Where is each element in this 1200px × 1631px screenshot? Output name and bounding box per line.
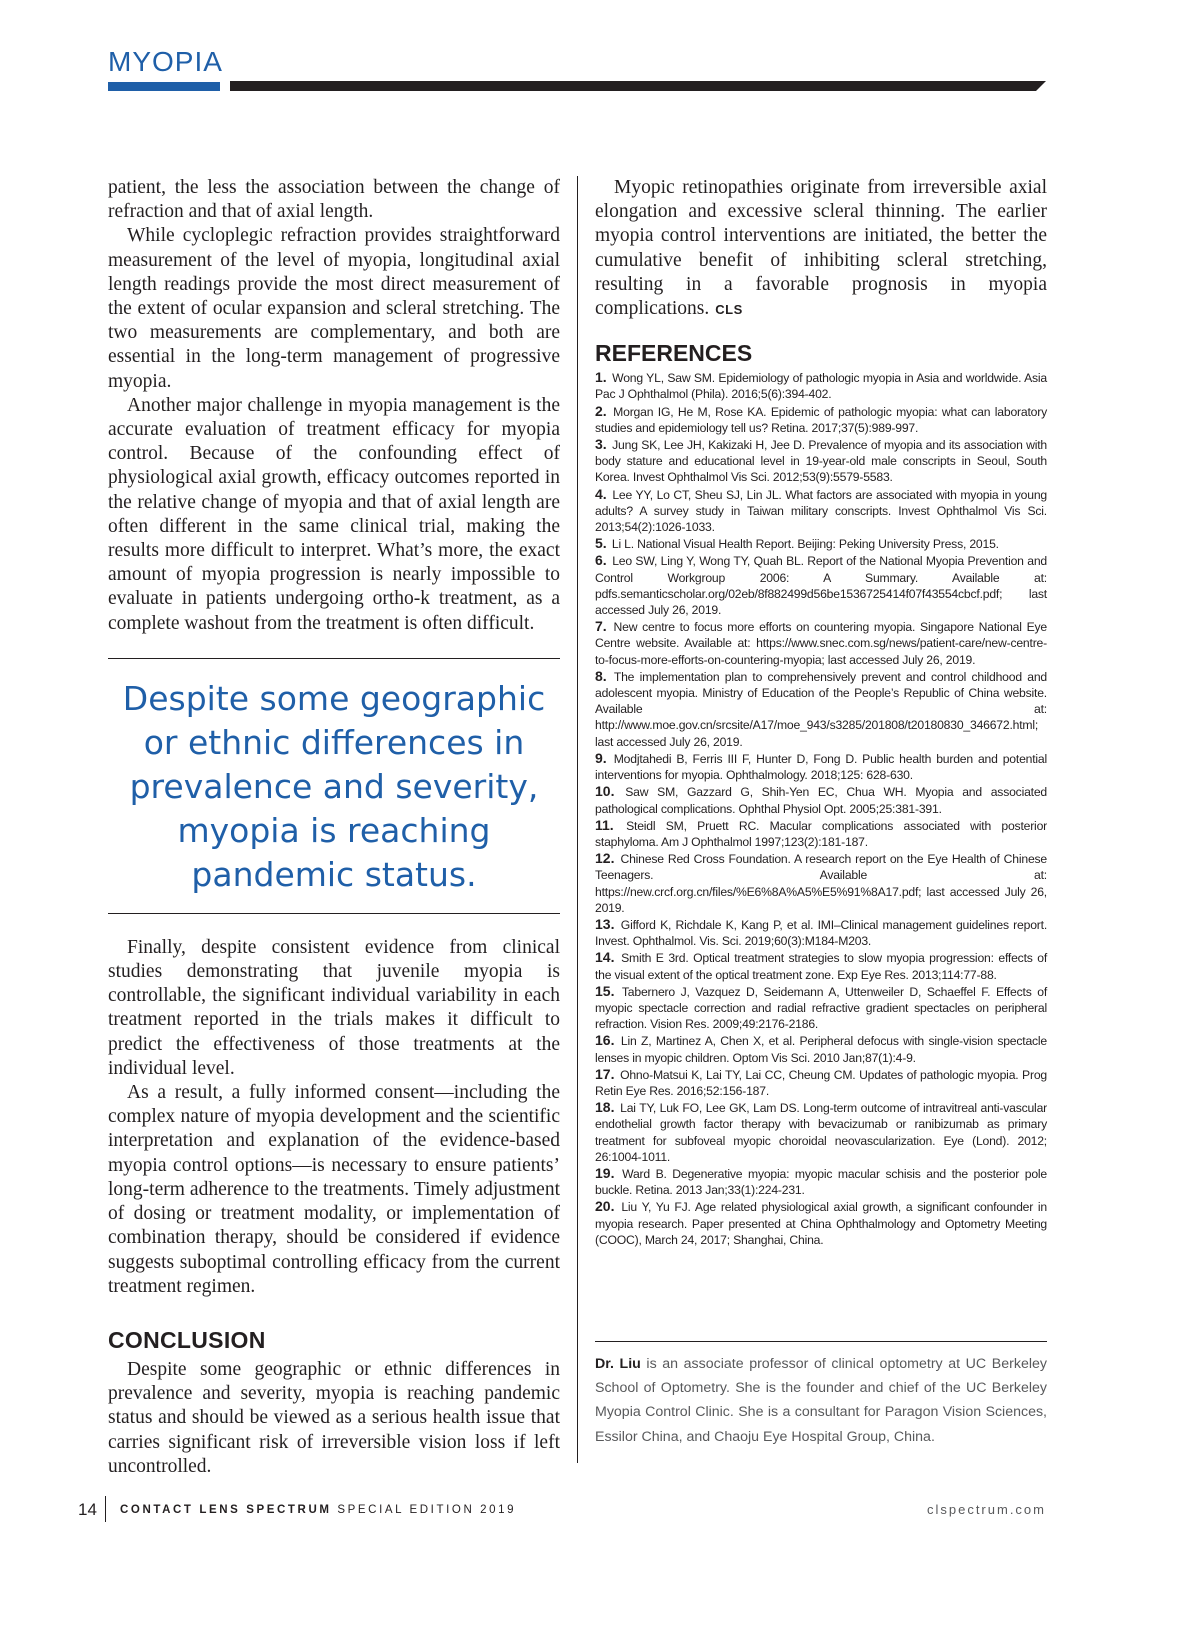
reference-number: 13. bbox=[595, 915, 615, 932]
reference-item bbox=[595, 1032, 1047, 1065]
bio-paragraph bbox=[595, 1352, 1047, 1449]
reference-text: Li L. National Visual Health Report. Beijing: Peking University Press, 2015. bbox=[611, 537, 999, 552]
reference-text: New centre to focus more efforts on countering myopia. Singapore National Eye Centre website. Available at: https://www.snec.com.sg/news/patient-care/new-centre-to-focus-more-efforts-on-countering-myopia; last accessed July 26, 2019. bbox=[595, 620, 1047, 667]
bio-text: is an associate professor of clinical optometry at UC Berkeley School of Optometry. She is the founder and chief of the UC Berkeley Myopia Control Clinic. She is a consultant for Paragon Vision Sciences, Essilor China, and Chaoju Eye Hospital Group, China. bbox=[595, 1356, 1047, 1445]
reference-item bbox=[595, 403, 1047, 436]
right-column bbox=[595, 176, 1047, 1248]
reference-text: Modjtahedi B, Ferris III F, Hunter D, Fong D. Public health burden and potential interventions for myopia. Ophthalmology. 2018;125: 628-630. bbox=[595, 751, 1048, 783]
header-accent-rule bbox=[108, 82, 220, 91]
conclusion-heading: CONCLUSION bbox=[108, 1326, 266, 1353]
reference-item bbox=[595, 668, 1047, 750]
reference-item bbox=[595, 535, 1047, 552]
reference-item bbox=[595, 983, 1047, 1033]
reference-number: 14. bbox=[595, 949, 615, 966]
bio-name: Dr. Liu bbox=[595, 1356, 641, 1372]
reference-text: Ward B. Degenerative myopia: myopic macular schisis and the posterior pole buckle. Retina. 2013 Jan;33(1):224-231. bbox=[595, 1166, 1048, 1198]
reference-number: 6. bbox=[595, 552, 607, 569]
reference-text: Tabernero J, Vazquez D, Seidemann A, Uttenweiler D, Schaeffel F. Effects of myopic spectacle correction and radial refractive gradient spectacles on peripheral refraction. Vision Res. 2009;49:2176-2186. bbox=[595, 984, 1048, 1032]
reference-text: Lee YY, Lo CT, Sheu SJ, Lin JL. What factors are associated with myopia in young adults? A survey study in Taiwan military conscripts. Invest Ophthalmol Vis Sci. 2013;54(2):1026-1033. bbox=[595, 487, 1047, 535]
reference-number: 7. bbox=[595, 618, 607, 635]
reference-item bbox=[595, 949, 1047, 982]
reference-item bbox=[595, 1099, 1047, 1165]
reference-item bbox=[595, 817, 1047, 850]
body-paragraph: As a result, a fully informed consent—including the complex nature of myopia development and the scientific interpretation and explanation of the evidence-based myopia control options—is necessary to ensure patients’ long-term adherence to the treatments. Timely adjustment of dosing or treatment modality, or implementation of combination therapy, should be considered if evidence suggests suboptimal controlling efficacy from the current treatment regimen. bbox=[108, 1082, 560, 1297]
left-column bbox=[108, 176, 560, 1479]
reference-text: Chinese Red Cross Foundation. A research report on the Eye Health of Chinese Teenagers. Available at: https://new.crcf.org.cn/files/%E6%8A%A5%E5%91%8A17.pdf; last accessed July 26, 2019. bbox=[595, 852, 1047, 915]
reference-text: Morgan IG, He M, Rose KA. Epidemic of pathologic myopia: what can laboratory studies and epidemiology tell us? Retina. 2017;37(5):989-997. bbox=[595, 404, 1047, 435]
reference-number: 12. bbox=[595, 850, 615, 867]
footer-url: clspectrum.com bbox=[926, 1502, 1046, 1517]
reference-item bbox=[595, 552, 1047, 618]
header-rule bbox=[230, 81, 1046, 91]
page-number: 14 bbox=[78, 1500, 97, 1519]
reference-number: 1. bbox=[595, 369, 607, 386]
reference-number: 11. bbox=[595, 816, 614, 833]
reference-item bbox=[595, 618, 1047, 668]
reference-item bbox=[595, 436, 1047, 486]
reference-text: Ohno-Matsui K, Lai TY, Lai CC, Cheung CM. Updates of pathologic myopia. Prog Retin Eye Res. 2016;52:156-187. bbox=[595, 1067, 1047, 1098]
reference-list bbox=[595, 369, 1047, 1248]
reference-text: Saw SM, Gazzard G, Shih-Yen EC, Chua WH. Myopia and associated pathological complications. Ophthal Physiol Opt. 2005;25:381-391. bbox=[595, 785, 1047, 816]
reference-item bbox=[595, 369, 1047, 402]
reference-text: Lin Z, Martinez A, Chen X, et al. Peripheral defocus with single-vision spectacle lenses in myopic children. Optom Vis Sci. 2010 Jan;87(1):4-9. bbox=[595, 1034, 1048, 1065]
body-paragraph: patient, the less the association between the change of refraction and that of axial length. bbox=[108, 177, 560, 223]
reference-item bbox=[595, 1165, 1047, 1198]
reference-number: 2. bbox=[595, 402, 607, 419]
reference-number: 10. bbox=[595, 783, 615, 800]
reference-text: Steidl SM, Pruett RC. Macular complications associated with posterior staphyloma. Am J Ophthalmol 1997;123(2):181-187. bbox=[595, 818, 1048, 849]
pull-quote: Despite some geographic or ethnic differences in prevalence and severity, myopia is reaching pandemic status. bbox=[108, 658, 560, 914]
body-paragraph bbox=[595, 176, 1047, 322]
reference-text: Lai TY, Luk FO, Lee GK, Lam DS. Long-term outcome of intravitreal anti-vascular endothelial growth factor therapy with bevacizumab or ranibizumab as primary treatment for subfoveal myopic choroidal neovascularization. Eye (Lond). 2012; 26:1004-1011. bbox=[595, 1101, 1048, 1164]
closing-paragraph-text: Myopic retinopathies originate from irreversible axial elongation and excessive scleral thinning. The earlier myopia control interventions are initiated, the better the cumulative benefit of inhibiting scleral stretching, resulting in a favorable prognosis in myopia complications. bbox=[595, 177, 1047, 320]
reference-text: The implementation plan to comprehensively prevent and control childhood and adolescent myopia. Ministry of Education of the People’s Republic of China website. Available at: http://www.moe.gov.cn/srcsite/A17/moe_943/s3285/201808/t20180830_346672.html; last accessed July 26, 2019. bbox=[595, 669, 1048, 749]
body-paragraph: Another major challenge in myopia management is the accurate evaluation of treatment efficacy for myopia control. Because of the confounding effect of physiological axial growth, efficacy outcomes reported in the relative change of myopia and that of axial length are often different in the same clinical trial, making the results more difficult to interpret. What’s more, the exact amount of myopia progression is nearly impossible to evaluate in patients undergoing ortho-k treatment, as a complete washout from the treatment is often difficult. bbox=[108, 394, 560, 634]
reference-number: 17. bbox=[595, 1065, 615, 1082]
reference-number: 4. bbox=[595, 485, 607, 502]
reference-number: 18. bbox=[595, 1099, 615, 1116]
reference-item bbox=[595, 750, 1047, 783]
reference-item bbox=[595, 1198, 1047, 1248]
reference-number: 3. bbox=[595, 436, 607, 453]
reference-text: Wong YL, Saw SM. Epidemiology of pathologic myopia in Asia and worldwide. Asia Pac J Ophthalmol (Phila). 2016;5(6):394-402. bbox=[595, 371, 1048, 402]
reference-item bbox=[595, 916, 1047, 949]
reference-number: 19. bbox=[595, 1164, 615, 1181]
reference-item bbox=[595, 783, 1047, 816]
reference-text: Gifford K, Richdale K, Kang P, et al. IMI–Clinical management guidelines report. Invest. Ophthalmol. Vis. Sci. 2019;60(3):M184-M203. bbox=[595, 917, 1047, 949]
footer-divider bbox=[105, 1496, 106, 1522]
body-paragraph: Finally, despite consistent evidence from clinical studies demonstrating that juvenile myopia is controllable, the significant individual variability in each treatment reported in the trials makes it difficult to predict the effectiveness of those treatments at the individual level. bbox=[108, 936, 560, 1079]
reference-number: 5. bbox=[595, 535, 607, 552]
author-bio bbox=[595, 1341, 1047, 1449]
reference-item bbox=[595, 1066, 1047, 1099]
reference-text: Jung SK, Lee JH, Kakizaki H, Jee D. Prevalence of myopia and its association with body stature and educational level in 19-year-old male conscripts in Seoul, South Korea. Invest Ophthalmol Vis Sci. 2012;53(9):5579-5583. bbox=[595, 438, 1047, 485]
reference-number: 16. bbox=[595, 1032, 615, 1049]
reference-text: Smith E 3rd. Optical treatment strategies to slow myopia progression: effects of the visual extent of the optical treatment zone. Exp Eye Res. 2013;114:77-88. bbox=[595, 951, 1048, 982]
reference-text: Liu Y, Yu FJ. Age related physiological axial growth, a significant confounder in myopia research. Paper presented at China Ophthalmology and Optometry Meeting (COOC), March 24, 2017; Shanghai, China. bbox=[595, 1200, 1048, 1247]
column-divider bbox=[577, 176, 578, 1463]
reference-text: Leo SW, Ling Y, Wong TY, Quah BL. Report of the National Myopia Prevention and Control Workgroup 2006: A Summary. Available at: pdfs.semanticscholar.org/02eb/8f882499d56be1536725414f07f43554cbcf.pdf; last accessed July 26, 2019. bbox=[595, 554, 1047, 618]
end-mark: CLS bbox=[715, 302, 743, 318]
reference-number: 20. bbox=[595, 1198, 615, 1215]
reference-number: 9. bbox=[595, 749, 607, 766]
reference-number: 8. bbox=[595, 667, 607, 684]
body-paragraph: While cycloplegic refraction provides straightforward measurement of the level of myopia, longitudinal axial length readings provide the most direct measurement of the extent of ocular expansion and scleral stretching. The two measurements are complementary, and both are essential in the long-term management of progressive myopia. bbox=[108, 225, 560, 392]
reference-item bbox=[595, 486, 1047, 536]
footer-journal bbox=[120, 1504, 516, 1516]
reference-item bbox=[595, 850, 1047, 916]
reference-number: 15. bbox=[595, 982, 615, 999]
section-header-label: MYOPIA bbox=[108, 46, 223, 77]
conclusion-paragraph: Despite some geographic or ethnic differences in prevalence and severity, myopia is reaching pandemic status and should be viewed as a serious health issue that carries significant risk of irreversible vision loss if left uncontrolled. bbox=[108, 1358, 560, 1477]
journal-edition: SPECIAL EDITION 2019 bbox=[331, 1504, 517, 1516]
references-heading: REFERENCES bbox=[595, 340, 753, 367]
journal-name: CONTACT LENS SPECTRUM bbox=[120, 1504, 332, 1516]
